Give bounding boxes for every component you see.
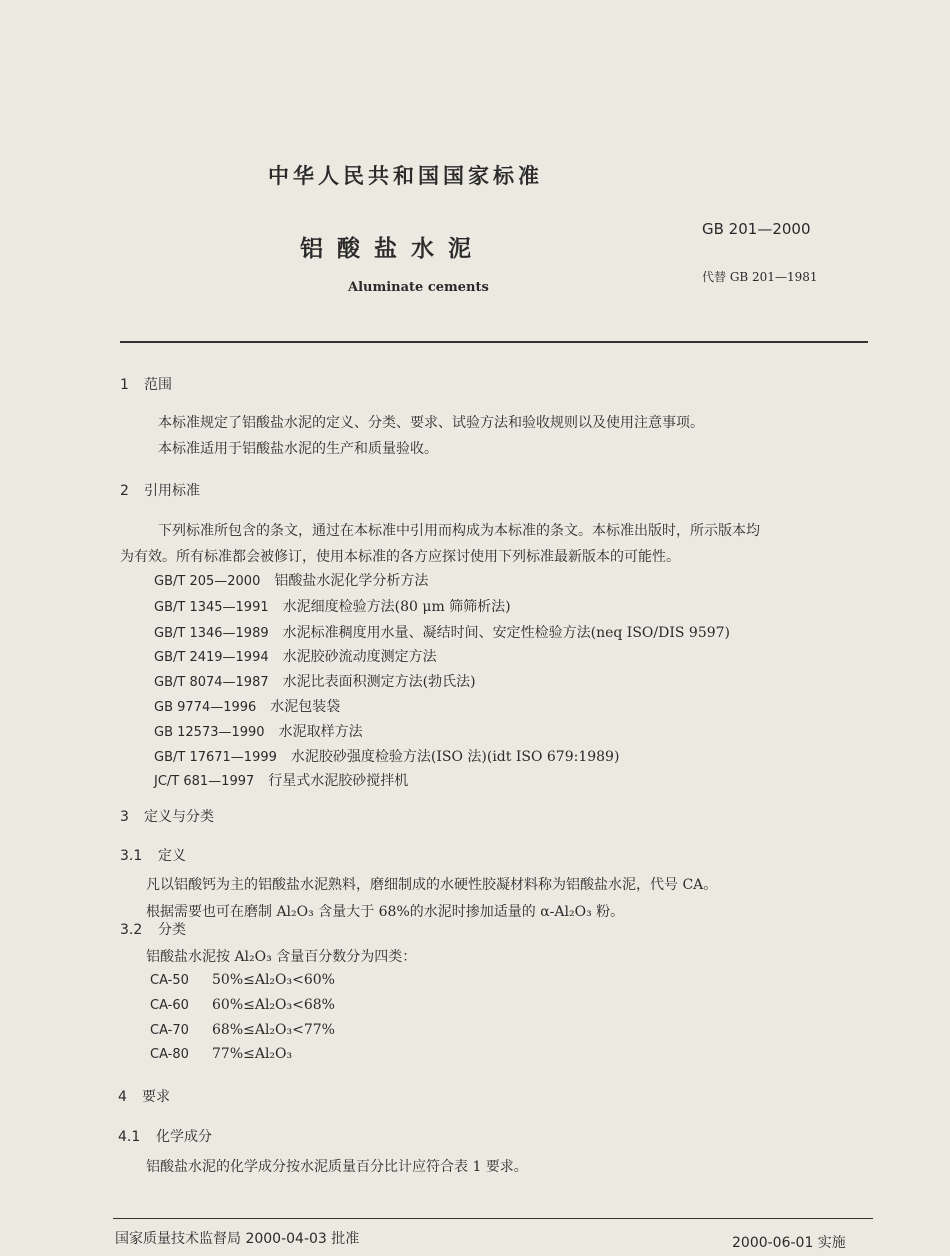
class-code: CA-70	[150, 1023, 189, 1038]
section-2-paragraph-line-2: 为有效。所有标准都会被修订，使用本标准的各方应探讨使用下列标准最新版本的可能性。	[120, 549, 680, 565]
reference-code: GB/T 17671—1999	[154, 750, 277, 765]
section-1-heading	[120, 374, 172, 394]
subsection-number: 4.1	[118, 1129, 141, 1145]
class-range: 68%≤Al₂O₃<77%	[212, 1022, 335, 1038]
section-number: 2	[120, 483, 129, 499]
reference-item	[154, 746, 619, 766]
reference-item	[154, 570, 428, 590]
section-2-paragraph-line-1: 下列标准所包含的条文，通过在本标准中引用而构成为本标准的条文。本标准出版时，所示版本均	[158, 523, 760, 539]
reference-code: GB/T 1346—1989	[154, 626, 269, 641]
cement-class-item	[150, 972, 335, 988]
footer-divider	[113, 1218, 873, 1219]
approval-note: 国家质量技术监督局 2000-04-03 批准	[115, 1231, 360, 1247]
effective-date: 2000-06-01 实施	[732, 1235, 846, 1251]
section-title: 范围	[144, 377, 172, 393]
reference-title: 铝酸盐水泥化学分析方法	[274, 573, 429, 589]
class-range: 50%≤Al₂O₃<60%	[212, 972, 335, 988]
section-3-heading	[120, 806, 214, 826]
reference-code: GB/T 1345—1991	[154, 600, 269, 615]
class-code: CA-60	[150, 998, 189, 1013]
reference-item	[154, 596, 511, 616]
subsection-3-1-paragraph-2: 根据需要也可在磨制 Al₂O₃ 含量大于 68%的水泥时掺加适量的 α-Al₂O₃ 粉。	[146, 904, 625, 920]
subsection-title: 定义	[158, 848, 186, 864]
subsection-3-1-heading	[120, 845, 186, 865]
reference-item	[154, 671, 476, 691]
cement-class-item	[150, 997, 335, 1013]
country-standard-heading: 中华人民共和国国家标准	[268, 164, 543, 188]
reference-code: GB/T 205—2000	[154, 574, 261, 589]
subsection-title: 化学成分	[156, 1129, 212, 1145]
section-title: 定义与分类	[144, 809, 214, 825]
subsection-number: 3.2	[120, 922, 143, 938]
replaces-note: 代替 GB 201—1981	[702, 270, 818, 284]
class-range: 77%≤Al₂O₃	[212, 1046, 293, 1062]
cement-class-item	[150, 1022, 335, 1038]
section-number: 4	[118, 1089, 127, 1105]
reference-title: 水泥包装袋	[270, 699, 341, 715]
section-1-paragraph-1: 本标准规定了铝酸盐水泥的定义、分类、要求、试验方法和验收规则以及使用注意事项。	[158, 415, 704, 431]
subsection-title: 分类	[158, 922, 186, 938]
subsection-number: 3.1	[120, 848, 143, 864]
subsection-4-1-heading	[118, 1126, 212, 1146]
class-code: CA-50	[150, 973, 189, 988]
section-number: 1	[120, 377, 129, 393]
reference-code: JC/T 681—1997	[154, 774, 255, 789]
subsection-3-1-paragraph-1: 凡以铝酸钙为主的铝酸盐水泥熟料，磨细制成的水硬性胶凝材料称为铝酸盐水泥，代号 CA。	[146, 877, 718, 893]
reference-item	[154, 622, 730, 642]
reference-code: GB 9774—1996	[154, 700, 257, 715]
subsection-3-2-paragraph: 铝酸盐水泥按 Al₂O₃ 含量百分数分为四类：	[146, 949, 417, 965]
section-4-heading	[118, 1086, 170, 1106]
class-range: 60%≤Al₂O₃<68%	[212, 997, 335, 1013]
section-title: 引用标准	[144, 483, 200, 499]
reference-title: 水泥取样方法	[278, 724, 363, 740]
section-2-heading	[120, 480, 200, 500]
class-code: CA-80	[150, 1047, 189, 1062]
reference-item	[154, 646, 437, 666]
cement-class-item	[150, 1046, 292, 1062]
reference-code: GB/T 2419—1994	[154, 650, 269, 665]
reference-code: GB/T 8074—1987	[154, 675, 269, 690]
reference-item	[154, 721, 363, 741]
reference-title: 水泥标准稠度用水量、凝结时间、安定性检验方法(neq ISO/DIS 9597)	[282, 625, 731, 641]
reference-title: 水泥比表面积测定方法(勃氏法)	[282, 674, 476, 690]
header-divider	[120, 341, 868, 343]
standard-title-en: Aluminate cements	[348, 280, 489, 295]
standard-title-cn: 铝酸盐水泥	[300, 236, 485, 262]
subsection-4-1-paragraph: 铝酸盐水泥的化学成分按水泥质量百分比计应符合表 1 要求。	[146, 1159, 528, 1175]
subsection-3-2-heading	[120, 919, 186, 939]
reference-title: 水泥胶砂强度检验方法(ISO 法)(idt ISO 679:1989)	[290, 749, 620, 765]
section-title: 要求	[142, 1089, 170, 1105]
reference-title: 水泥胶砂流动度测定方法	[282, 649, 437, 665]
reference-code: GB 12573—1990	[154, 725, 265, 740]
reference-title: 水泥细度检验方法(80 μm 筛筛析法)	[282, 599, 511, 615]
reference-item	[154, 696, 340, 716]
standard-code: GB 201—2000	[702, 220, 811, 238]
reference-item	[154, 770, 408, 790]
section-1-paragraph-2: 本标准适用于铝酸盐水泥的生产和质量验收。	[158, 441, 438, 457]
section-number: 3	[120, 809, 129, 825]
reference-title: 行星式水泥胶砂搅拌机	[268, 773, 409, 789]
